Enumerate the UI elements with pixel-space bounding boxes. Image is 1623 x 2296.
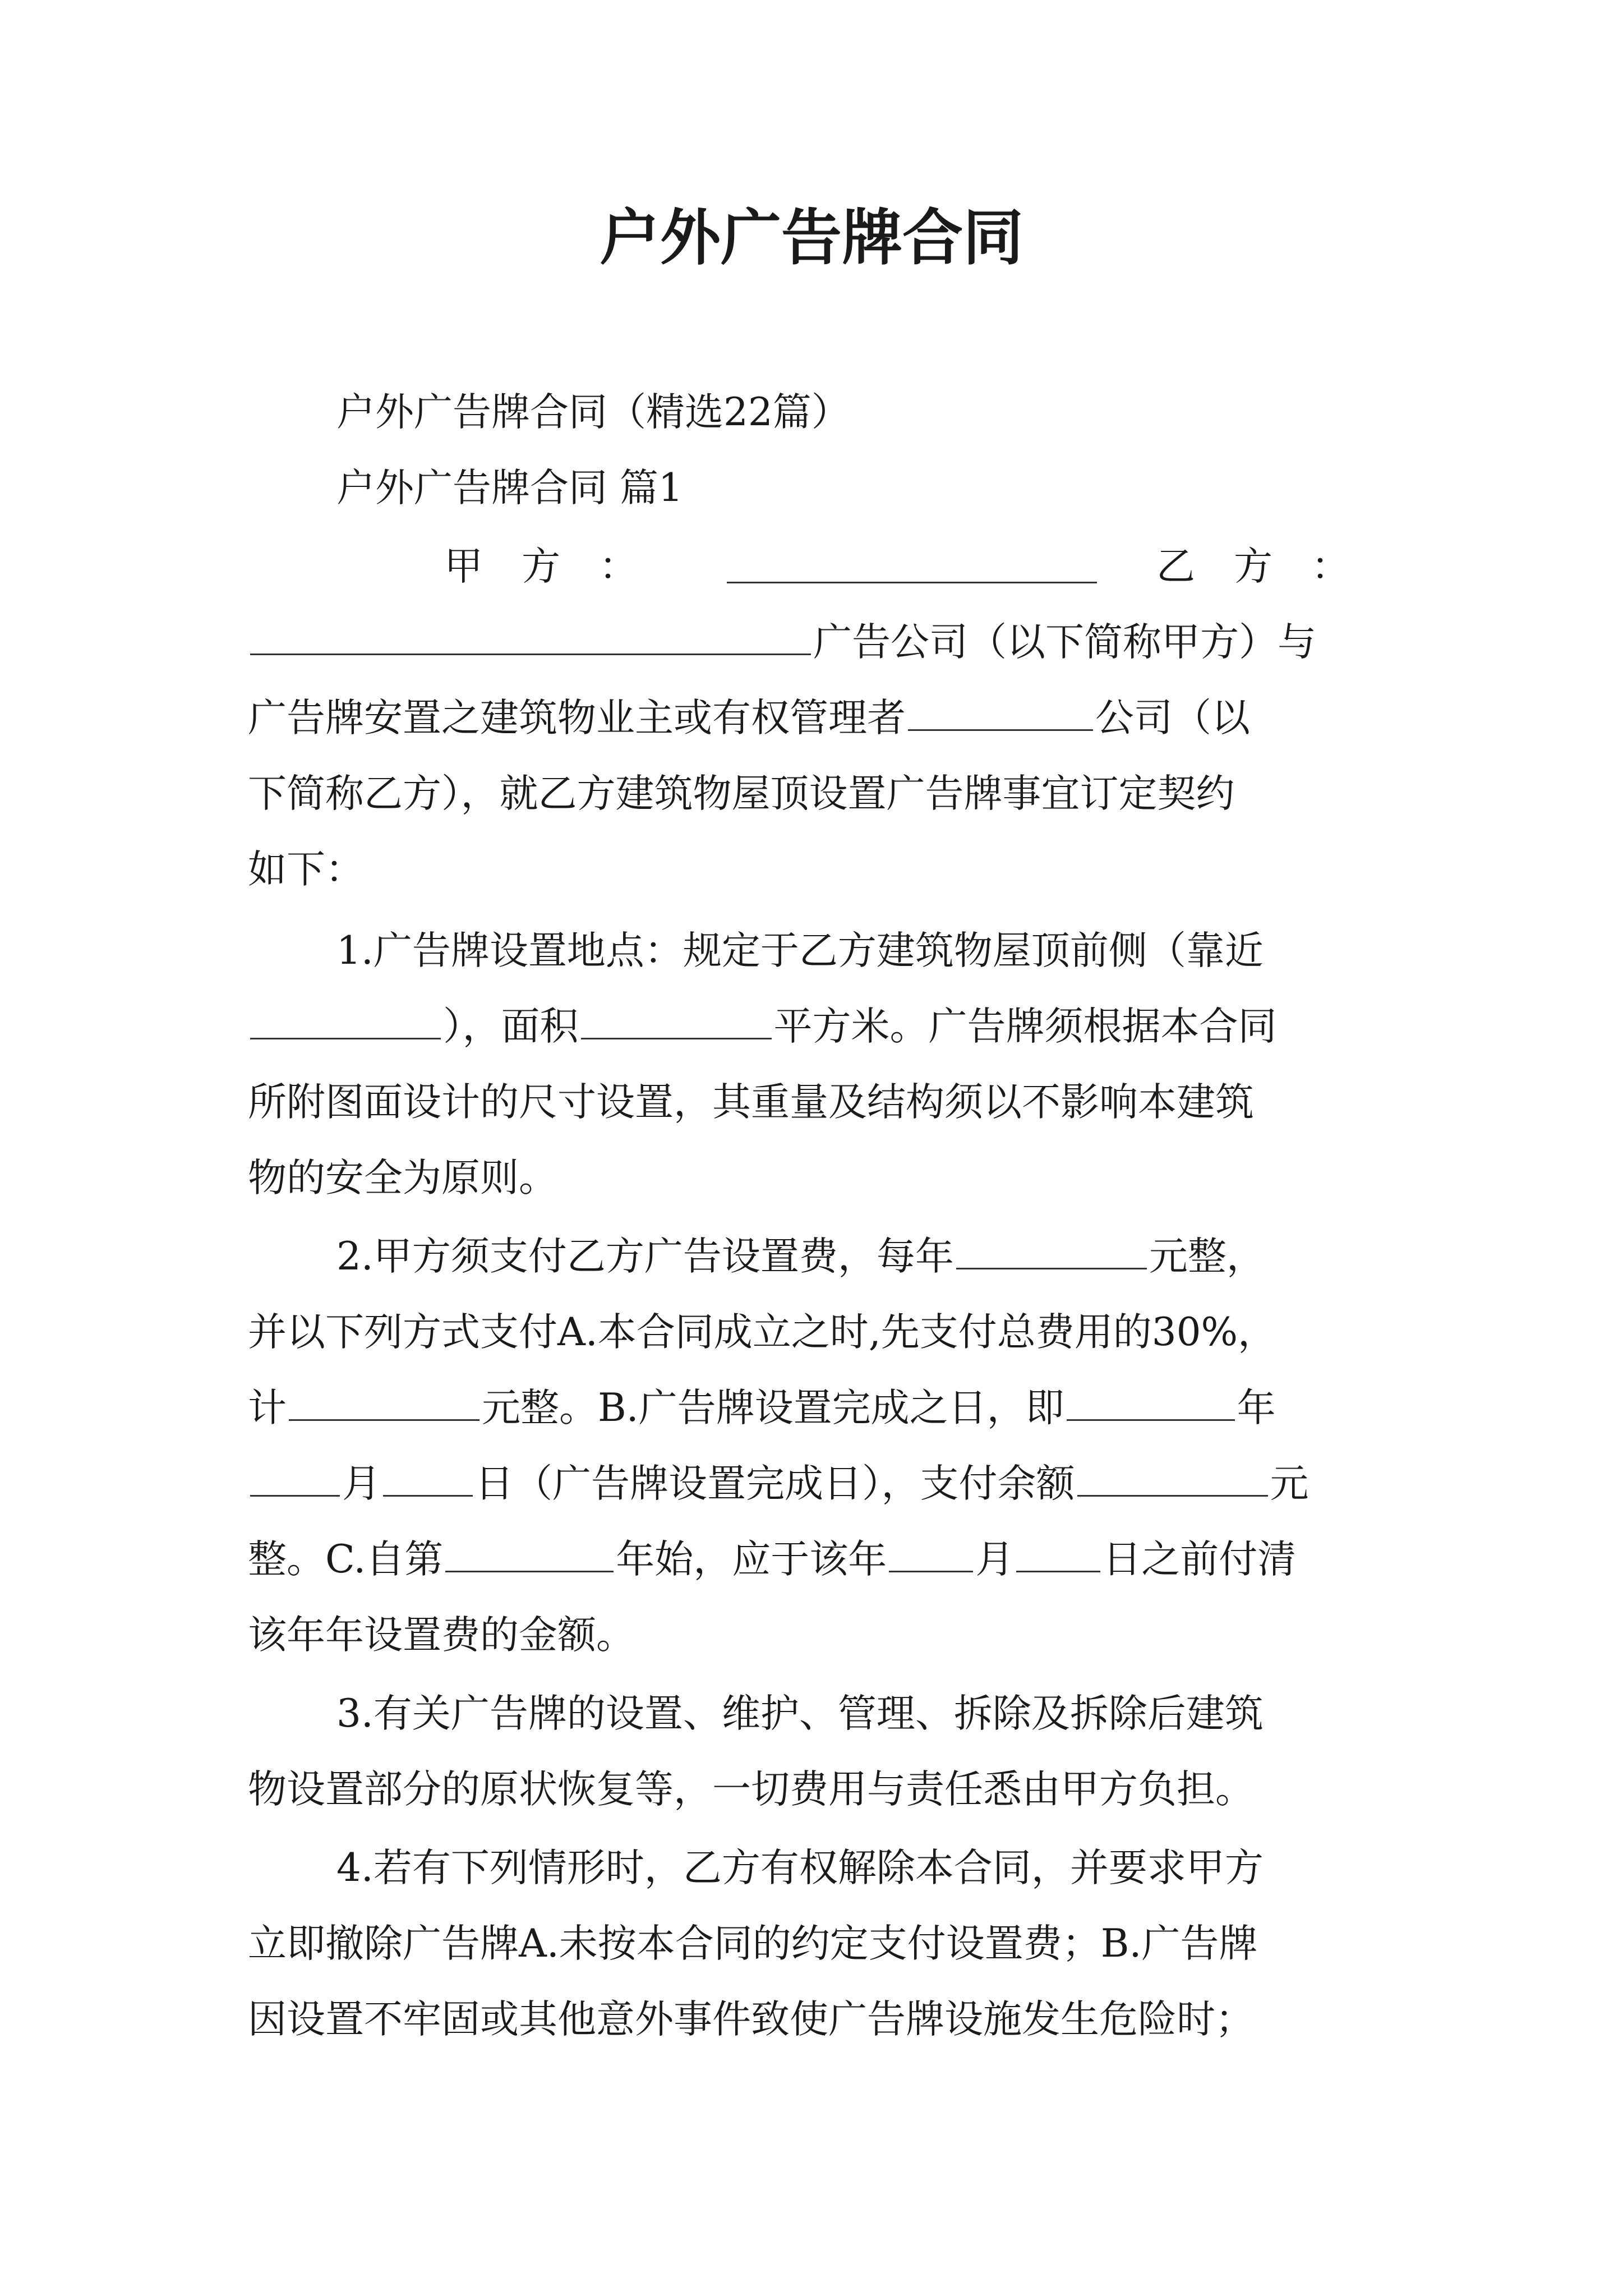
paragraph-line: 并以下列方式支付A.本合同成立之时,先支付总费用的30%，: [248, 1310, 1277, 1355]
blank: [250, 1003, 441, 1039]
blank: [581, 1003, 772, 1039]
text: 月: [342, 1461, 381, 1506]
section-heading: 户外广告牌合同 篇1: [336, 466, 683, 510]
blank: [445, 1536, 614, 1572]
paragraph-line: 物的安全为原则。: [248, 1156, 557, 1200]
party-a-blank: [727, 547, 1097, 583]
paragraph-line: 因设置不牢固或其他意外事件致使广告牌设施发生危险时；: [248, 1997, 1254, 2042]
text: 日之前付清: [1103, 1537, 1297, 1582]
clause-1: 1.广告牌设置地点：规定于乙方建筑物屋顶前侧（靠近: [336, 928, 1264, 973]
paragraph-line: 立即撤除广告牌A.未按本合同的约定支付设置费；B.广告牌: [248, 1921, 1258, 1966]
party-b-label: 乙 方 ：: [1156, 544, 1350, 589]
text: 月: [975, 1537, 1015, 1582]
text: 2.甲方须支付乙方广告设置费，每年: [336, 1234, 954, 1279]
blank: [908, 694, 1093, 731]
document-title: 户外广告牌合同: [599, 203, 1023, 273]
text: 元整，: [1149, 1234, 1265, 1279]
blank: [956, 1233, 1147, 1269]
blank: [1016, 1536, 1100, 1572]
paragraph-line: 该年年设置费的金额。: [248, 1613, 635, 1658]
text: 平方米。广告牌须根据本合同: [773, 1004, 1277, 1049]
paragraph-line: [248, 1534, 1426, 1585]
paragraph-line: 物设置部分的原状恢复等，一切费用与责任悉由甲方负担。: [248, 1767, 1254, 1812]
paragraph-line: [248, 1001, 1426, 1052]
paragraph-line: [248, 617, 1426, 668]
text: 元: [1270, 1461, 1309, 1506]
blank: [1067, 1384, 1235, 1421]
text: 整。C.自第: [248, 1537, 444, 1582]
party-a-label: 甲 方 ：: [444, 544, 638, 589]
paragraph-line: [248, 1458, 1426, 1509]
text: 计: [248, 1386, 287, 1430]
text: 公司（以: [1095, 696, 1250, 740]
paragraph-line: 下简称乙方），就乙方建筑物屋顶设置广告牌事宜订定契约: [248, 771, 1235, 816]
blank: [889, 1536, 973, 1572]
subtitle: 户外广告牌合同（精选22篇）: [336, 390, 850, 435]
text: 广告公司（以下简称甲方）与: [813, 620, 1316, 665]
paragraph-line: [248, 693, 1426, 743]
blank: [383, 1460, 473, 1497]
blank: [289, 1384, 479, 1421]
party-b-blank: [250, 619, 811, 655]
blank: [250, 1460, 340, 1497]
paragraph-line: [248, 1383, 1426, 1433]
clause-4: 4.若有下列情形时，乙方有权解除本合同，并要求甲方: [336, 1846, 1264, 1890]
text: 广告牌安置之建筑物业主或有权管理者: [248, 696, 906, 740]
paragraph-line: 所附图面设计的尺寸设置，其重量及结构须以不影响本建筑: [248, 1080, 1254, 1125]
clause-2: [336, 1231, 1514, 1282]
text: 日（广告牌设置完成日），支付余额: [475, 1461, 1075, 1506]
blank: [1077, 1460, 1268, 1497]
text: 年: [1237, 1386, 1276, 1430]
paragraph-line: 如下：: [248, 847, 364, 892]
text: 年始，应于该年: [616, 1537, 887, 1582]
text: 元整。B.广告牌设置完成之日，即: [482, 1386, 1064, 1430]
clause-3: 3.有关广告牌的设置、维护、管理、拆除及拆除后建筑: [336, 1691, 1264, 1736]
text: ），面积: [443, 1004, 579, 1049]
